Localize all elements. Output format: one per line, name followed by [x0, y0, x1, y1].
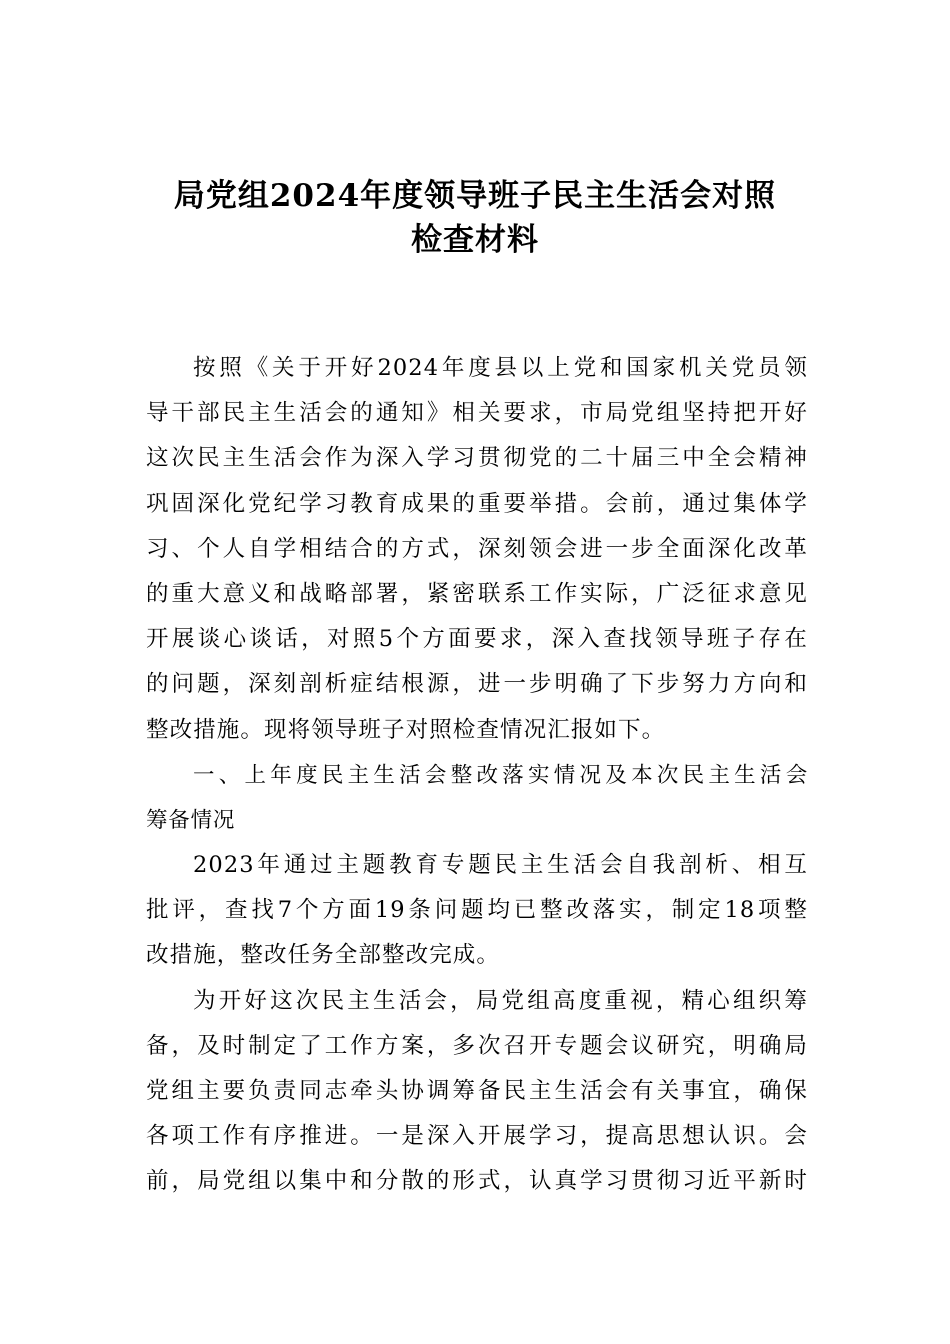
- paragraph-3-line-4: 各项工作有序推进。一是深入开展学习，提高思想认识。会: [146, 1123, 808, 1150]
- paragraph-1-line-6: 的重大意义和战略部署，紧密联系工作实际，广泛征求意见: [146, 580, 808, 607]
- document-title-line-2: 检查材料: [411, 222, 539, 258]
- section-heading-line-1: 一、上年度民主生活会整改落实情况及本次民主生活会: [193, 762, 808, 788]
- document-body: [146, 346, 808, 1205]
- paragraph-1-line-2: 导干部民主生活会的通知》相关要求，市局党组坚持把开好: [146, 400, 808, 427]
- paragraph-2-line-3: 改措施，整改任务全部整改完成。: [146, 942, 501, 969]
- paragraph-1-line-4: 巩固深化党纪学习教育成果的重要举措。会前，通过集体学: [146, 490, 808, 517]
- paragraph-1-line-9: 整改措施。现将领导班子对照检查情况汇报如下。: [146, 716, 666, 743]
- paragraph-2-line-2: 批评，查找7个方面19条问题均已整改落实，制定18项整: [146, 897, 808, 924]
- paragraph-2-line-1: 2023年通过主题教育专题民主生活会自我剖析、相互: [193, 852, 808, 879]
- document-title-line-1: 局党组2024年度领导班子民主生活会对照: [173, 178, 777, 214]
- paragraph-1-line-8: 的问题，深刻剖析症结根源，进一步明确了下步努力方向和: [146, 671, 808, 698]
- paragraph-1-line-7: 开展谈心谈话，对照5个方面要求，深入查找领导班子存在: [146, 626, 808, 653]
- paragraph-3-line-2: 备，及时制定了工作方案，多次召开专题会议研究，明确局: [146, 1032, 808, 1059]
- section-heading-line-2: 筹备情况: [146, 807, 236, 833]
- paragraph-3-line-1: 为开好这次民主生活会，局党组高度重视，精心组织筹: [193, 987, 808, 1014]
- paragraph-3-line-3: 党组主要负责同志牵头协调筹备民主生活会有关事宜，确保: [146, 1078, 808, 1104]
- paragraph-1-line-3: 这次民主生活会作为深入学习贯彻党的二十届三中全会精神: [146, 445, 808, 472]
- paragraph-3-line-5: 前，局党组以集中和分散的形式，认真学习贯彻习近平新时: [146, 1168, 808, 1195]
- paragraph-1-line-5: 习、个人自学相结合的方式，深刻领会进一步全面深化改革: [146, 535, 808, 562]
- paragraph-1-line-1: 按照《关于开好2024年度县以上党和国家机关党员领: [193, 355, 808, 381]
